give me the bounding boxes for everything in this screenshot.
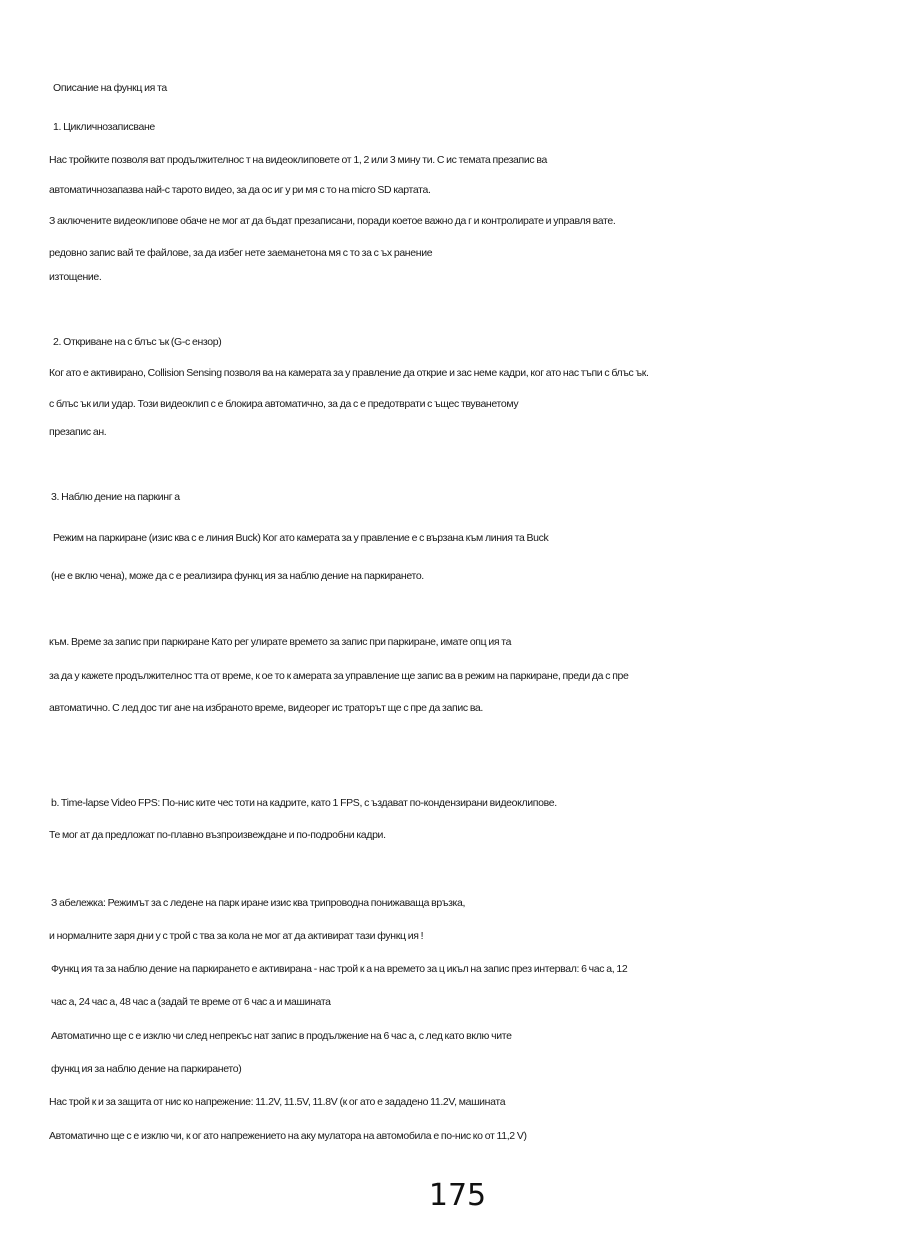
paragraph-line: и нормалните заря дни у с трой с тва за кола не мог ат да активират тази функц ия ! [49,930,424,942]
document-title: Описание на функц ия та [53,82,167,94]
paragraph-line: автоматично. С лед дос тиг ане на избраното време, видеорег ис траторът ще с пре да запис ва. [49,702,483,714]
paragraph-line: презапис ан. [49,426,107,438]
paragraph-line: изтощение. [49,271,102,283]
paragraph-line: Автоматично ще с е изклю чи след непрекъс нат запис в продължение на 6 час а, с лед като вклю чите [51,1030,512,1042]
section-heading-collision-detection: 2. Откриване на с блъс ък (G-с ензор) [53,336,222,348]
paragraph-line: Режим на паркиране (изис ква с е линия Buck) Ког ато камерата за у правление е с вързана към линия та Buck [53,532,549,544]
paragraph-line: автоматичнозапазва най-с тарото видео, за да ос иг у ри мя с то на micro SD картата. [49,184,431,196]
paragraph-line: b. Time-lapse Video FPS: По-нис ките чес тоти на кадрите, като 1 FPS, с ъздават по-кондензирани видеоклипове. [51,797,557,809]
paragraph-line: функц ия за наблю дение на паркирането) [51,1063,242,1075]
section-heading-parking-monitoring: 3. Наблю дение на паркинг а [51,491,180,503]
paragraph-line: към. Време за запис при паркиране Като рег улирате времето за запис при паркиране, имате опц ия та [49,636,512,648]
paragraph-line: час а, 24 час а, 48 час а (задай те време от 6 час а и машината [51,996,331,1008]
paragraph-line: редовно запис вай те файлове, за да избег нете заеманетона мя с то за с ъх ранение [49,247,433,259]
paragraph-line: (не е вклю чена), може да с е реализира функц ия за наблю дение на паркирането. [51,570,424,582]
paragraph-line: Функц ия та за наблю дение на паркирането е активирана - нас трой к а на времето за ц икъл на запис през интервал: 6 час а, 12 [51,963,628,975]
page-number: 175 [428,1178,487,1213]
paragraph-line: Ког ато е активирано, Collision Sensing позволя ва на камерата за у правление да открие и зас неме кадри, ког ато нас тъпи с блъс ък. [49,367,649,379]
paragraph-line: Нас тройките позволя ват продължителнос т на видеоклиповете от 1, 2 или 3 мину ти. С ис темата презапис ва [49,154,547,166]
paragraph-line: З аключените видеоклипове обаче не мог ат да бъдат презаписани, поради коетое важно да г и контролирате и управля вате. [49,215,616,227]
paragraph-line: Нас трой к и за защита от нис ко напрежение: 11.2V, 11.5V, 11.8V (к ог ато е зададено 11.2V, машината [49,1096,506,1108]
section-heading-loop-recording: 1. Цикличнозаписване [53,121,155,133]
paragraph-line: Автоматично ще с е изклю чи, к ог ато напрежението на аку мулатора на автомобила е по-нис ко от 11,2 V) [49,1130,527,1142]
paragraph-line: Те мог ат да предложат по-плавно възпроизвеждане и по-подробни кадри. [49,829,386,841]
note-heading: З абележка: Режимът за с ледене на парк иране изис ква трипроводна понижаваща връзка, [51,897,466,909]
paragraph-line: с блъс ък или удар. Този видеоклип с е блокира автоматично, за да с е предотврати с ъщес твуванетому [49,398,519,410]
paragraph-line: за да у кажете продължителнос тта от време, к ое то к амерата за управление ще запис ва в режим на паркиране, преди да с пре [49,670,629,682]
